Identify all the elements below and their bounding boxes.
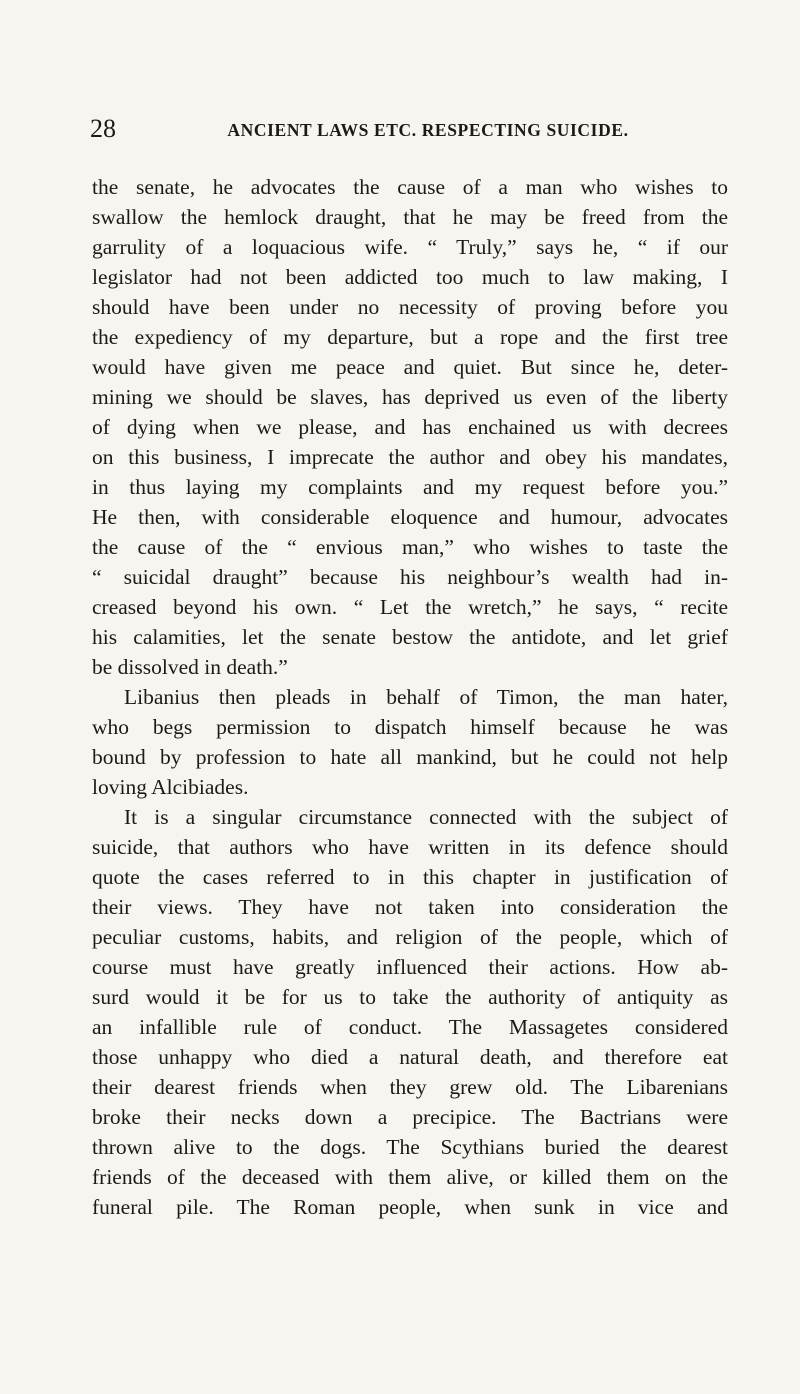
text-line: broke their necks down a precipice. The Bactrians were [92,1105,728,1129]
text-line: should have been under no necessity of proving before you [92,295,728,319]
text-line: legislator had not been addicted too much to law making, I [92,265,728,289]
text-line: the senate, he advocates the cause of a man who wishes to [92,175,728,199]
text-line: Libanius then pleads in behalf of Timon, the man hater, [124,685,728,709]
text-line: would have given me peace and quiet. But since he, deter- [92,355,728,379]
body-text [92,172,728,1222]
text-line: friends of the deceased with them alive, or killed them on the [92,1165,728,1189]
text-line: creased beyond his own. “ Let the wretch,” he says, “ recite [92,595,728,619]
text-line: mining we should be slaves, has deprived us even of the liberty [92,385,728,409]
text-line: loving Alcibiades. [92,775,249,799]
text-line: his calamities, let the senate bestow the antidote, and let grief [92,625,728,649]
running-head [90,116,726,142]
text-line: surd would it be for us to take the authority of antiquity as [92,985,728,1009]
text-line: quote the cases referred to in this chapter in justification of [92,865,728,889]
text-line: the cause of the “ envious man,” who wishes to taste the [92,535,728,559]
text-line: their views. They have not taken into consideration the [92,895,728,919]
text-line: their dearest friends when they grew old. The Libarenians [92,1075,728,1099]
text-line: It is a singular circumstance connected with the subject of [124,805,728,829]
text-line: garrulity of a loquacious wife. “ Truly,” says he, “ if our [92,235,728,259]
text-line: peculiar customs, habits, and religion of the people, which of [92,925,728,949]
text-line: He then, with considerable eloquence and humour, advocates [92,505,728,529]
text-line: swallow the hemlock draught, that he may be freed from the [92,205,728,229]
text-line: those unhappy who died a natural death, and therefore eat [92,1045,728,1069]
text-line: in thus laying my complaints and my request before you.” [92,475,728,499]
text-line: bound by profession to hate all mankind, but he could not help [92,745,728,769]
running-head-title: ANCIENT LAWS ETC. RESPECTING SUICIDE. [227,120,629,140]
text-line: thrown alive to the dogs. The Scythians buried the dearest [92,1135,728,1159]
text-line: who begs permission to dispatch himself because he was [92,715,728,739]
text-line: on this business, I imprecate the author and obey his mandates, [92,445,728,469]
text-line: “ suicidal draught” because his neighbour’s wealth had in- [92,565,728,589]
text-line: suicide, that authors who have written in its defence should [92,835,728,859]
text-line: funeral pile. The Roman people, when sunk in vice and [92,1195,728,1219]
text-line: of dying when we please, and has enchained us with decrees [92,415,728,439]
text-line: the expediency of my departure, but a rope and the first tree [92,325,728,349]
text-line: be dissolved in death.” [92,655,288,679]
text-line: course must have greatly influenced their actions. How ab- [92,955,728,979]
page-number: 28 [90,114,116,143]
text-line: an infallible rule of conduct. The Massagetes considered [92,1015,728,1039]
